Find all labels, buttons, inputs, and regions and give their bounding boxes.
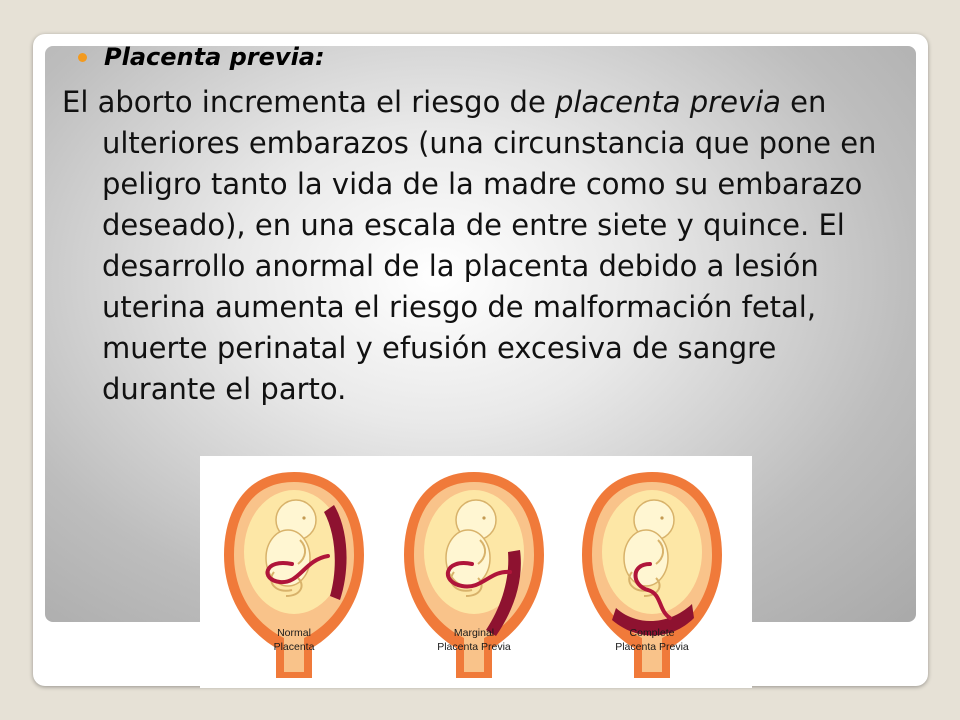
bullet-heading [78, 42, 325, 72]
body-text-part2: en ulteriores embarazos (una circunstancia que pone en peligro tanto la vida de la madre como su embarazo deseado), en una escala de entre siete y quince. El desarrollo anormal de la placenta debido a lesión uterina aumenta el riesgo de malformación fetal, muerte perinatal y efusión excesiva de sangre durante el parto. [102, 85, 877, 406]
caption-normal-line1: Normal [277, 627, 311, 639]
bullet-dot-icon [78, 53, 87, 62]
caption-marginal-line1: Marginal [453, 627, 495, 639]
body-text-part1: El aborto incrementa el riesgo de [62, 85, 555, 119]
caption-complete-line1: Complete [629, 627, 675, 639]
caption-marginal-line2: Placenta Previa [437, 641, 511, 653]
caption-normal-line2: Placenta [273, 641, 315, 653]
caption-complete-line2: Placenta Previa [615, 641, 689, 653]
placenta-diagram [200, 456, 752, 688]
placenta-diagram-svg [200, 456, 752, 688]
heading-text: Placenta previa: [104, 43, 325, 71]
body-paragraph [62, 82, 892, 410]
body-text-italic: placenta previa [555, 85, 781, 119]
